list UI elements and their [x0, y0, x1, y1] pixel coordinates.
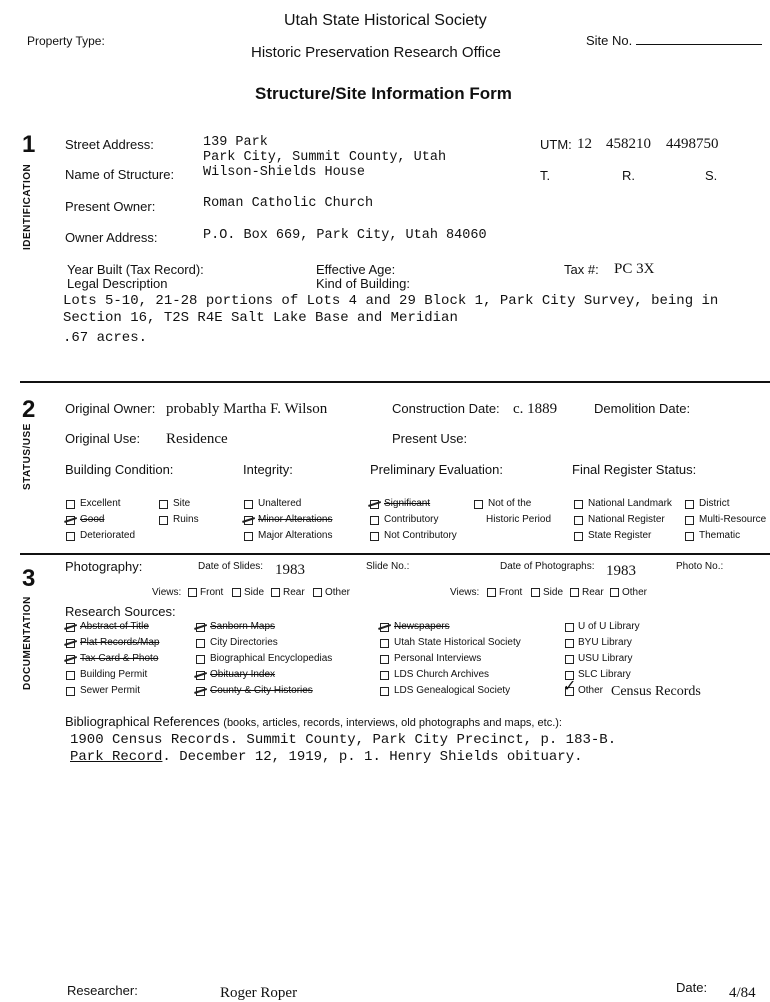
slides-front-checkbox[interactable] [188, 588, 197, 597]
building-permit-checkbox[interactable] [66, 671, 75, 680]
historic-period-label: Historic Period [486, 514, 552, 525]
unaltered-label: Unaltered [258, 498, 302, 509]
form-title: Structure/Site Information Form [255, 84, 512, 103]
abstract-of-title-checkbox[interactable] [66, 623, 75, 632]
district-label: District [699, 498, 730, 509]
biblio-line-2-title: Park Record [70, 749, 163, 765]
biblio-label-main: Bibliographical References [65, 714, 220, 729]
society-name: Utah State Historical Society [284, 12, 487, 29]
utm-label: UTM: [540, 137, 572, 152]
original-owner-value: probably Martha F. Wilson [166, 401, 328, 417]
not-of-historic-period-checkbox[interactable] [474, 500, 483, 509]
excellent-label: Excellent [80, 498, 121, 509]
date-label: Date: [676, 980, 708, 995]
building-permit-label: Building Permit [80, 669, 148, 680]
kind-of-building-label: Kind of Building: [316, 276, 410, 291]
contributory-label: Contributory [384, 514, 439, 525]
slc-library-label: SLC Library [578, 669, 631, 680]
lds-genealogical-label: LDS Genealogical Society [394, 685, 511, 696]
biblio-label-sub: (books, articles, records, interviews, old photographs and maps, etc.): [223, 717, 562, 729]
personal-interviews-checkbox[interactable] [380, 655, 389, 664]
original-owner-label: Original Owner: [65, 401, 156, 416]
owner-address-label: Owner Address: [65, 230, 158, 245]
final-register-label: Final Register Status: [572, 462, 697, 477]
photos-views-label: Views: [450, 587, 480, 598]
owner-address-value: P.O. Box 669, Park City, Utah 84060 [203, 228, 487, 243]
plat-records-label: Plat Records/Map [80, 637, 160, 648]
r-label: R. [622, 168, 635, 183]
researcher-value: Roger Roper [220, 985, 298, 1001]
uofu-library-checkbox[interactable] [565, 623, 574, 632]
plat-records-checkbox[interactable] [66, 639, 75, 648]
lds-church-archives-label: LDS Church Archives [394, 669, 490, 680]
section-3-label: DOCUMENTATION [22, 596, 33, 690]
tax-card-checkbox[interactable] [66, 655, 75, 664]
section-2-label: STATUS/USE [22, 423, 33, 490]
major-alterations-checkbox[interactable] [244, 532, 253, 541]
national-register-checkbox[interactable] [574, 516, 583, 525]
photos-rear-label: Rear [582, 587, 604, 598]
present-owner-label: Present Owner: [65, 199, 156, 214]
slides-rear-checkbox[interactable] [271, 588, 280, 597]
preliminary-evaluation-label: Preliminary Evaluation: [370, 462, 503, 477]
utm-zone: 12 [577, 136, 592, 152]
photos-front-label: Front [499, 587, 523, 598]
byu-library-checkbox[interactable] [565, 639, 574, 648]
newspapers-label: Newspapers [394, 621, 450, 632]
usu-library-checkbox[interactable] [565, 655, 574, 664]
effective-age-label: Effective Age: [316, 262, 396, 277]
good-label: Good [80, 514, 105, 525]
major-alterations-label: Major Alterations [258, 530, 333, 541]
date-value: 4/84 [729, 985, 756, 1001]
city-directories-checkbox[interactable] [196, 639, 205, 648]
lds-church-archives-checkbox[interactable] [380, 671, 389, 680]
not-contributory-label: Not Contributory [384, 530, 457, 541]
good-checkbox[interactable] [66, 516, 75, 525]
slides-other-label: Other [325, 587, 351, 598]
abstract-of-title-label: Abstract of Title [80, 621, 149, 632]
county-city-histories-checkbox[interactable] [196, 687, 205, 696]
site-label: Site [173, 498, 191, 509]
photo-no-label: Photo No.: [676, 561, 724, 572]
section-divider-1 [20, 381, 770, 383]
national-landmark-checkbox[interactable] [574, 500, 583, 509]
year-built-label: Year Built (Tax Record): [67, 262, 204, 277]
section-1-label: IDENTIFICATION [22, 163, 33, 250]
site-no-label: Site No. [586, 33, 633, 48]
date-of-photographs-label: Date of Photographs: [500, 561, 595, 572]
tax-card-label: Tax Card & Photo [80, 653, 159, 664]
ushs-library-label: Utah State Historical Society [394, 637, 521, 648]
photos-side-label: Side [543, 587, 564, 598]
date-of-photographs-value: 1983 [606, 563, 636, 579]
thematic-checkbox[interactable] [685, 532, 694, 541]
other-source-value: Census Records [611, 684, 701, 699]
present-owner-value: Roman Catholic Church [203, 196, 374, 211]
section-2-number: 2 [22, 396, 36, 423]
personal-interviews-label: Personal Interviews [394, 653, 482, 664]
date-of-slides-label: Date of Slides: [198, 561, 264, 572]
original-use-label: Original Use: [65, 431, 141, 446]
property-type-label: Property Type: [27, 34, 105, 48]
slides-side-checkbox[interactable] [232, 588, 241, 597]
deteriorated-checkbox[interactable] [66, 532, 75, 541]
slides-views-label: Views: [152, 587, 182, 598]
legal-description-line1: Lots 5-10, 21-28 portions of Lots 4 and 29 Block 1, Park City Survey, being in [63, 293, 719, 309]
photos-front-checkbox[interactable] [487, 588, 496, 597]
contributory-checkbox[interactable] [370, 516, 379, 525]
lds-genealogical-checkbox[interactable] [380, 687, 389, 696]
ushs-library-checkbox[interactable] [380, 639, 389, 648]
t-label: T. [540, 168, 551, 183]
section-3-number: 3 [22, 565, 36, 592]
excellent-checkbox[interactable] [66, 500, 75, 509]
sanborn-maps-label: Sanborn Maps [210, 621, 276, 632]
usu-library-label: USU Library [578, 653, 633, 664]
ruins-checkbox[interactable] [159, 516, 168, 525]
integrity-label: Integrity: [243, 462, 293, 477]
slides-rear-label: Rear [283, 587, 305, 598]
photos-rear-checkbox[interactable] [570, 588, 579, 597]
national-register-label: National Register [588, 514, 665, 525]
section-1-number: 1 [22, 131, 36, 158]
photography-label: Photography: [65, 559, 143, 574]
minor-alterations-label: Minor Alterations [258, 514, 333, 525]
newspapers-checkbox[interactable] [380, 623, 389, 632]
street-address-line1: 139 Park [203, 135, 268, 150]
tax-number-label: Tax #: [564, 262, 599, 277]
biblio-line-2-rest: . December 12, 1919, p. 1. Henry Shields obituary. [162, 749, 583, 765]
ruins-label: Ruins [173, 514, 199, 525]
obituary-index-checkbox[interactable] [196, 671, 205, 680]
not-contributory-checkbox[interactable] [370, 532, 379, 541]
site-no-blank [636, 44, 762, 45]
present-use-label: Present Use: [392, 431, 468, 446]
state-register-checkbox[interactable] [574, 532, 583, 541]
district-checkbox[interactable] [685, 500, 694, 509]
sewer-permit-checkbox[interactable] [66, 687, 75, 696]
sewer-permit-label: Sewer Permit [80, 685, 141, 696]
street-address-line2: Park City, Summit County, Utah [203, 150, 447, 165]
structure-name-value: Wilson-Shields House [203, 165, 366, 180]
city-directories-label: City Directories [210, 637, 278, 648]
biblio-line-2 [70, 749, 583, 765]
photos-other-checkbox[interactable] [610, 588, 619, 597]
construction-date-label: Construction Date: [392, 401, 500, 416]
tax-number-value: PC 3X [614, 261, 655, 277]
multi-resource-label: Multi-Resource [699, 514, 767, 525]
slides-side-label: Side [244, 587, 265, 598]
utm-easting: 458210 [606, 136, 651, 152]
building-condition-label: Building Condition: [65, 462, 174, 477]
site-checkbox[interactable] [159, 500, 168, 509]
deteriorated-label: Deteriorated [80, 530, 136, 541]
significant-checkbox[interactable] [370, 500, 379, 509]
researcher-label: Researcher: [67, 983, 138, 998]
slides-other-checkbox[interactable] [313, 588, 322, 597]
structure-name-label: Name of Structure: [65, 167, 175, 182]
state-register-label: State Register [588, 530, 652, 541]
thematic-label: Thematic [699, 530, 741, 541]
s-label: S. [705, 168, 718, 183]
photos-other-label: Other [622, 587, 648, 598]
legal-description-label: Legal Description [67, 276, 168, 291]
demolition-date-label: Demolition Date: [594, 401, 691, 416]
construction-date-value: c. 1889 [513, 401, 558, 417]
significant-label: Significant [384, 498, 431, 509]
office-name: Historic Preservation Research Office [251, 44, 501, 61]
street-address-label: Street Address: [65, 137, 154, 152]
bibliographical-references-label [65, 714, 562, 729]
obituary-index-label: Obituary Index [210, 669, 276, 680]
photos-side-checkbox[interactable] [531, 588, 540, 597]
uofu-library-label: U of U Library [578, 621, 640, 632]
biographical-encyclopedias-checkbox[interactable] [196, 655, 205, 664]
sanborn-maps-checkbox[interactable] [196, 623, 205, 632]
biographical-encyclopedias-label: Biographical Encyclopedias [210, 653, 333, 664]
multi-resource-checkbox[interactable] [685, 516, 694, 525]
not-of-the-label: Not of the [488, 498, 532, 509]
byu-library-label: BYU Library [578, 637, 632, 648]
county-city-histories-label: County & City Histories [210, 685, 313, 696]
other-check-icon: ✓ [563, 676, 577, 695]
slide-no-label: Slide No.: [366, 561, 410, 572]
legal-description-line2: Section 16, T2S R4E Salt Lake Base and Meridian [63, 310, 458, 326]
other-source-label: Other [578, 685, 604, 696]
legal-description-line3: .67 acres. [63, 330, 148, 346]
original-use-value: Residence [166, 431, 228, 447]
minor-alterations-checkbox[interactable] [244, 516, 253, 525]
research-sources-label: Research Sources: [65, 604, 176, 619]
section-divider-2 [20, 553, 770, 555]
national-landmark-label: National Landmark [588, 498, 672, 509]
unaltered-checkbox[interactable] [244, 500, 253, 509]
date-of-slides-value: 1983 [275, 562, 305, 578]
biblio-line-1: 1900 Census Records. Summit County, Park City Precinct, p. 183-B. [70, 732, 617, 748]
slides-front-label: Front [200, 587, 224, 598]
utm-northing: 4498750 [666, 136, 719, 152]
